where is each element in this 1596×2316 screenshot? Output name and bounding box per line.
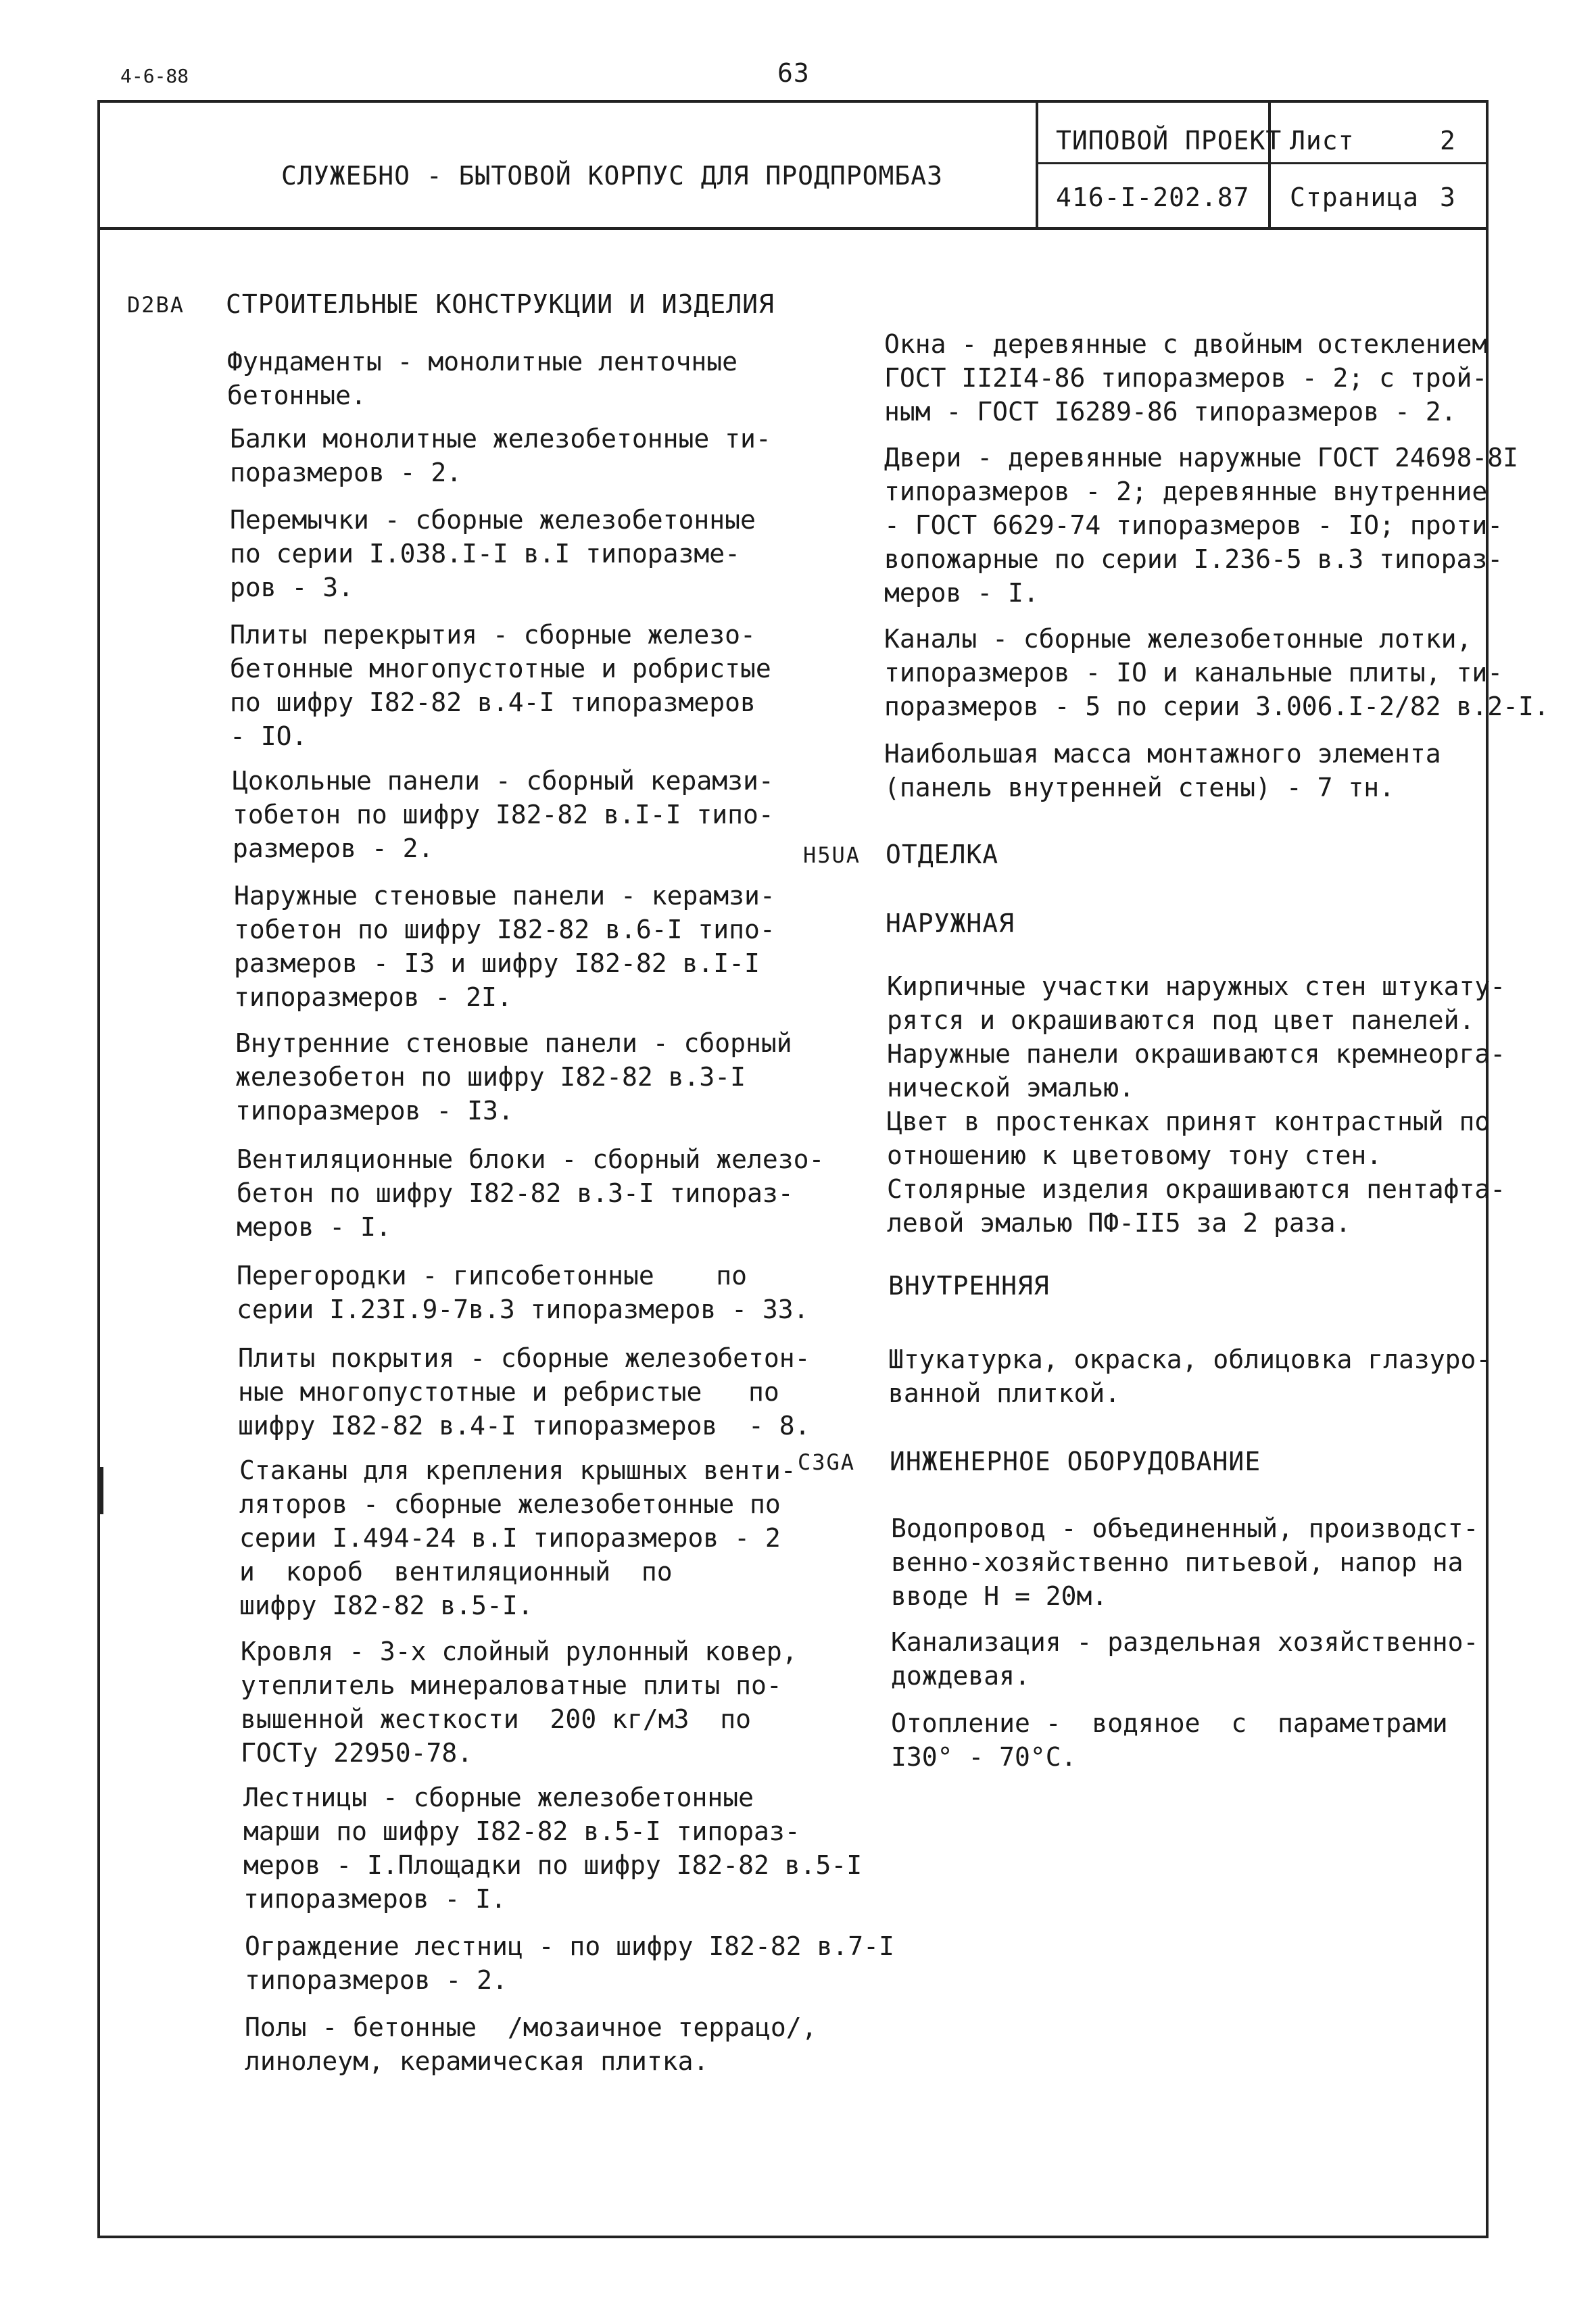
title-block-divider (97, 227, 1489, 230)
project-code: 416-I-202.87 (1056, 183, 1250, 212)
left-paragraph: Полы - бетонные /мозаичное террацо/, линолеум, керамическая плитка. (245, 2012, 817, 2076)
page-number: 63 (777, 58, 810, 88)
left-paragraph: Кровля - 3-х слойный рулонный ковер, утеплитель минераловатные плиты по- вышенной жесткости 200 кг/м3 по ГОСТу 22950-78. (241, 1637, 798, 1768)
section-title-constructions: СТРОИТЕЛЬНЫЕ КОНСТРУКЦИИ И ИЗДЕЛИЯ (226, 289, 775, 319)
left-paragraph: Перемычки - сборные железобетонные по серии I.038.I-I в.I типоразме- ров - 3. (230, 505, 756, 602)
left-paragraph: Ограждение лестниц - по шифру I82-82 в.7-I типоразмеров - 2. (245, 1931, 894, 1995)
left-paragraph: Наружные стеновые панели - керамзи- тобетон по шифру I82-82 в.6-I типо- размеров - I3 и шифру I82-82 в.I-I типоразмеров - 2I. (234, 881, 775, 1012)
right-paragraph: Окна - деревянные с двойным остеклением ГОСТ II2I4-86 типоразмеров - 2; с трой- ным - ГОСТ I6289-86 типоразмеров - 2. (884, 329, 1488, 427)
left-paragraph: Перегородки - гипсобетонные по серии I.23I.9-7в.3 типоразмеров - 33. (237, 1261, 809, 1324)
left-paragraph: Внутренние стеновые панели - сборный железобетон по шифру I82-82 в.3-I типоразмеров - I3. (235, 1028, 792, 1126)
section-code-engineering: C3GA (798, 1449, 856, 1475)
left-paragraph: Балки монолитные железобетонные ти- поразмеров - 2. (230, 424, 771, 487)
section-code-constructions: D2BA (127, 292, 185, 318)
left-paragraph: Фундаменты - монолитные ленточные бетонные. (227, 347, 737, 410)
left-paragraph: Цокольные панели - сборный керамзи- тобетон по шифру I82-82 в.I-I типо- размеров - 2. (233, 766, 774, 863)
page-label: Страница (1290, 183, 1420, 212)
right-paragraph: Наибольшая масса монтажного элемента (панель внутренней стены) - 7 тн. (884, 739, 1441, 802)
margin-mark (98, 1467, 103, 1514)
left-paragraph: Плиты покрытия - сборные железобетон- ные многопустотные и ребристые по шифру I82-82 в.4-I типоразмеров - 8. (238, 1343, 811, 1441)
doc-number: 4-6-88 (120, 65, 189, 87)
section-title-finish: ОТДЕЛКА (886, 840, 999, 869)
section-code-finish: H5UA (803, 842, 861, 868)
title-block-hline (1036, 162, 1489, 164)
engineering-paragraph: Канализация - раздельная хозяйственно- дождевая. (891, 1627, 1479, 1691)
project-label: ТИПОВОЙ ПРОЕКТ (1056, 126, 1282, 155)
right-paragraph: Двери - деревянные наружные ГОСТ 24698-8I типоразмеров - 2; деревянные внутренние - ГОСТ 6629-74 типоразмеров - IO; проти- вопожарные по серии I.236-5 в.3 типораз- меров - I. (884, 443, 1518, 608)
left-paragraph: Вентиляционные блоки - сборный железо- бетон по шифру I82-82 в.3-I типораз- меров - I. (237, 1144, 825, 1242)
left-paragraph: Плиты перекрытия - сборные железо- бетонные многопустотные и робристые по шифру I82-82 в.4-I типоразмеров - IO. (230, 620, 771, 751)
sheet-value: 2 (1440, 126, 1456, 155)
left-paragraph: Лестницы - сборные железобетонные марши по шифру I82-82 в.5-I типораз- меров - I.Площадки по шифру I82-82 в.5-I типоразмеров - I. (243, 1783, 863, 1914)
subsection-inner: ВНУТРЕННЯЯ (888, 1271, 1050, 1301)
page-value: 3 (1440, 183, 1456, 212)
sheet-label: Лист (1290, 126, 1355, 155)
inner-finish-text: Штукатурка, окраска, облицовка глазуро- ванной плиткой. (888, 1345, 1492, 1408)
title-block-vline-2 (1268, 100, 1271, 228)
section-title-engineering: ИНЖЕНЕРНОЕ ОБОРУДОВАНИЕ (890, 1447, 1261, 1476)
outer-finish-text: Кирпичные участки наружных стен штукату- рятся и окрашиваются под цвет панелей. Наружные панели окрашиваются кремнеорга- нической эмалью. Цвет в простенках принят контрастный по отношению к цветовому тону стен. Столярные изделия окрашиваются пентафта- левой эмалью ПФ-II5 за 2 раза. (887, 971, 1506, 1238)
engineering-paragraph: Водопровод - объединенный, производст- венно-хозяйственно питьевой, напор на вводе Н = 20м. (891, 1514, 1479, 1611)
left-paragraph: Стаканы для крепления крышных венти- ляторов - сборные железобетонные по серии I.494-24 в.I типоразмеров - 2 и короб вентиляционный по шифру I82-82 в.5-I. (239, 1455, 796, 1620)
document-title: СЛУЖЕБНО - БЫТОВОЙ КОРПУС ДЛЯ ПРОДПРОМБАЗ (281, 161, 943, 191)
title-block-vline-1 (1036, 100, 1038, 228)
subsection-outer: НАРУЖНАЯ (886, 909, 1015, 938)
engineering-paragraph: Отопление - водяное с параметрами I30° - 70°C. (891, 1708, 1448, 1772)
right-paragraph: Каналы - сборные железобетонные лотки, типоразмеров - IO и канальные плиты, ти- поразмеров - 5 по серии 3.006.I-2/82 в.2-I. (884, 624, 1549, 721)
